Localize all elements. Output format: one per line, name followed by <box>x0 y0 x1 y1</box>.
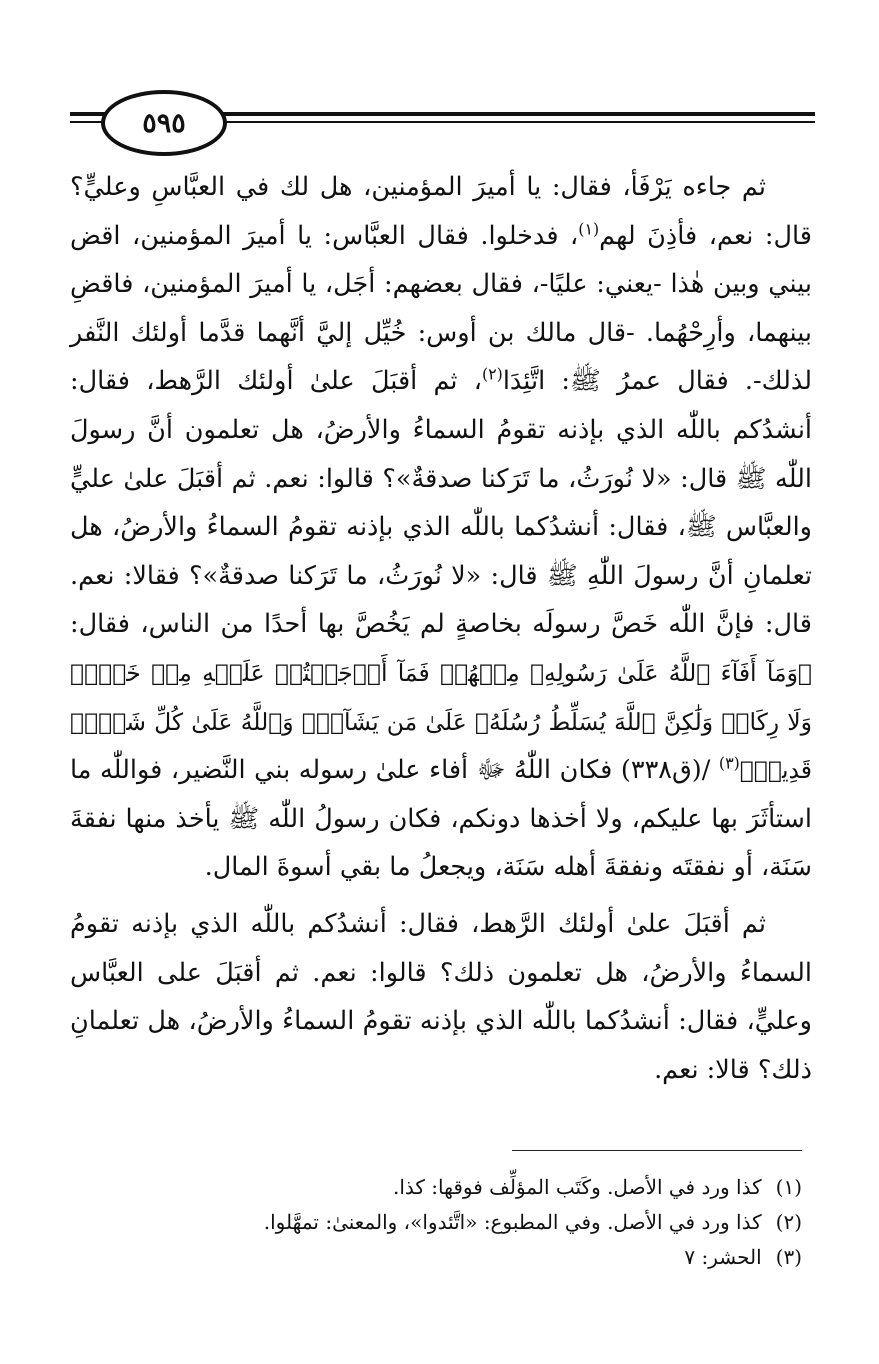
footnotes <box>70 1170 802 1275</box>
page-number-badge <box>101 90 227 156</box>
text-segment: /(ق٣٣٨) فكان اللّٰهُ ﷻ أفاء علىٰ رسوله بني النَّضير، فواللّٰه ما استأثَرَ بها عليكم، ولا أخذها دونكم، فكان رسولُ اللّٰه ﷺ يأخذ منها نفقةَ سَنَة، أو نفقتَه ونفقةَ أهله سَنَة، ويجعلُ ما بقي أسوةَ المال. <box>70 755 812 883</box>
text-segment: ثم جاءه يَرْفَأ، فقال: يا أميرَ المؤمنين، هل لك في العبَّاسِ وعليٍّ؟ قال: نعم، فأذِنَ لهم <box>70 172 812 251</box>
footnote-number: (٢) <box>775 1210 802 1234</box>
footnote-number: (١) <box>775 1175 802 1199</box>
footnote-2 <box>70 1205 802 1240</box>
paragraph <box>70 900 812 1094</box>
footnote-text: الحشر: ٧ <box>684 1245 762 1269</box>
footnote-text: كذا ورد في الأصل. وفي المطبوع: «اتَّئدوا»، والمعنىٰ: تمهَّلوا. <box>263 1210 762 1234</box>
footnote-separator <box>512 1150 802 1151</box>
footnote-1 <box>70 1170 802 1205</box>
footnote-number: (٣) <box>775 1245 802 1269</box>
paragraph <box>70 163 812 892</box>
footnote-ref: (١) <box>578 219 600 239</box>
text-segment: ، فدخلوا. فقال العبَّاس: يا أميرَ المؤمنين، اقض بيني وبين هٰذا -يعني: عليًا-، فقال بعضهم: أجَل، يا أميرَ المؤمنين، فاقضِ بينهما، وأرِحْهُما. -قال مالك بن أوس: خُيِّل إليَّ أنَّهما قدَّما أولئك النَّفر لذلك-. فقال عمرُ ﷺ: اتَّئِدَا <box>70 220 812 397</box>
footnote-ref: (٣) <box>718 753 740 773</box>
text-segment: ، ثم أقبَلَ علىٰ أولئك الرَّهط، فقال: أنشدُكم باللّٰه الذي بإذنه تقومُ السماءُ والأرضُ، هل تعلمون أنَّ رسولَ اللّٰه ﷺ قال: «لا نُورَثُ، ما تَرَكنا صدقةٌ»؟ قالوا: نعم. ثم أقبَلَ علىٰ عليٍّ والعبَّاس ﷺ، فقال: أنشدُكما باللّٰه الذي بإذنه تقومُ السماءُ والأرضُ، هل تعلمانِ أنَّ رسولَ اللّٰهِ ﷺ قال: «لا نُورَثُ، ما تَرَكنا صدقةٌ»؟ فقالا: نعم. قال: فإنَّ اللّٰه خَصَّ رسولَه بخاصةٍ لم يَخُصَّ بها أحدًا من الناس، فقال: <box>70 366 813 640</box>
footnote-3 <box>70 1240 802 1275</box>
page-header <box>70 80 815 160</box>
page-number: ٥٩٥ <box>142 107 186 139</box>
quran-verse: ﴿وَمَآ أَفَآءَ ٱللَّهُ عَلَىٰ رَسُولِهِۦ مِنۡهُمۡ فَمَآ أَوۡجَفۡتُمۡ عَلَيۡهِ مِنۡ خَيۡلٖ وَلَا رِكَابٖ وَلَٰكِنَّ ٱللَّهَ يُسَلِّطُ رُسُلَهُۥ عَلَىٰ مَن يَشَآءُۚ وَٱللَّهُ عَلَىٰ كُلِّ شَيۡءٖ قَدِيرٞ﴾ <box>70 658 813 785</box>
text-segment: ثم أقبَلَ علىٰ أولئك الرَّهط، فقال: أنشدُكم باللّٰه الذي بإذنه تقومُ السماءُ والأرضُ، هل تعلمون ذلك؟ قالوا: نعم. ثم أقبَلَ على العبَّاس وعليٍّ، فقال: أنشدُكما باللّٰه الذي بإذنه تقومُ السماءُ والأرضُ، هل تعلمانِ ذلك؟ قالا: نعم. <box>70 908 812 1085</box>
main-text <box>70 163 812 1094</box>
footnote-text: كذا ورد في الأصل. وكَتَب المؤلِّف فوقها: كذا. <box>393 1175 762 1199</box>
footnote-ref: (٢) <box>481 364 503 384</box>
